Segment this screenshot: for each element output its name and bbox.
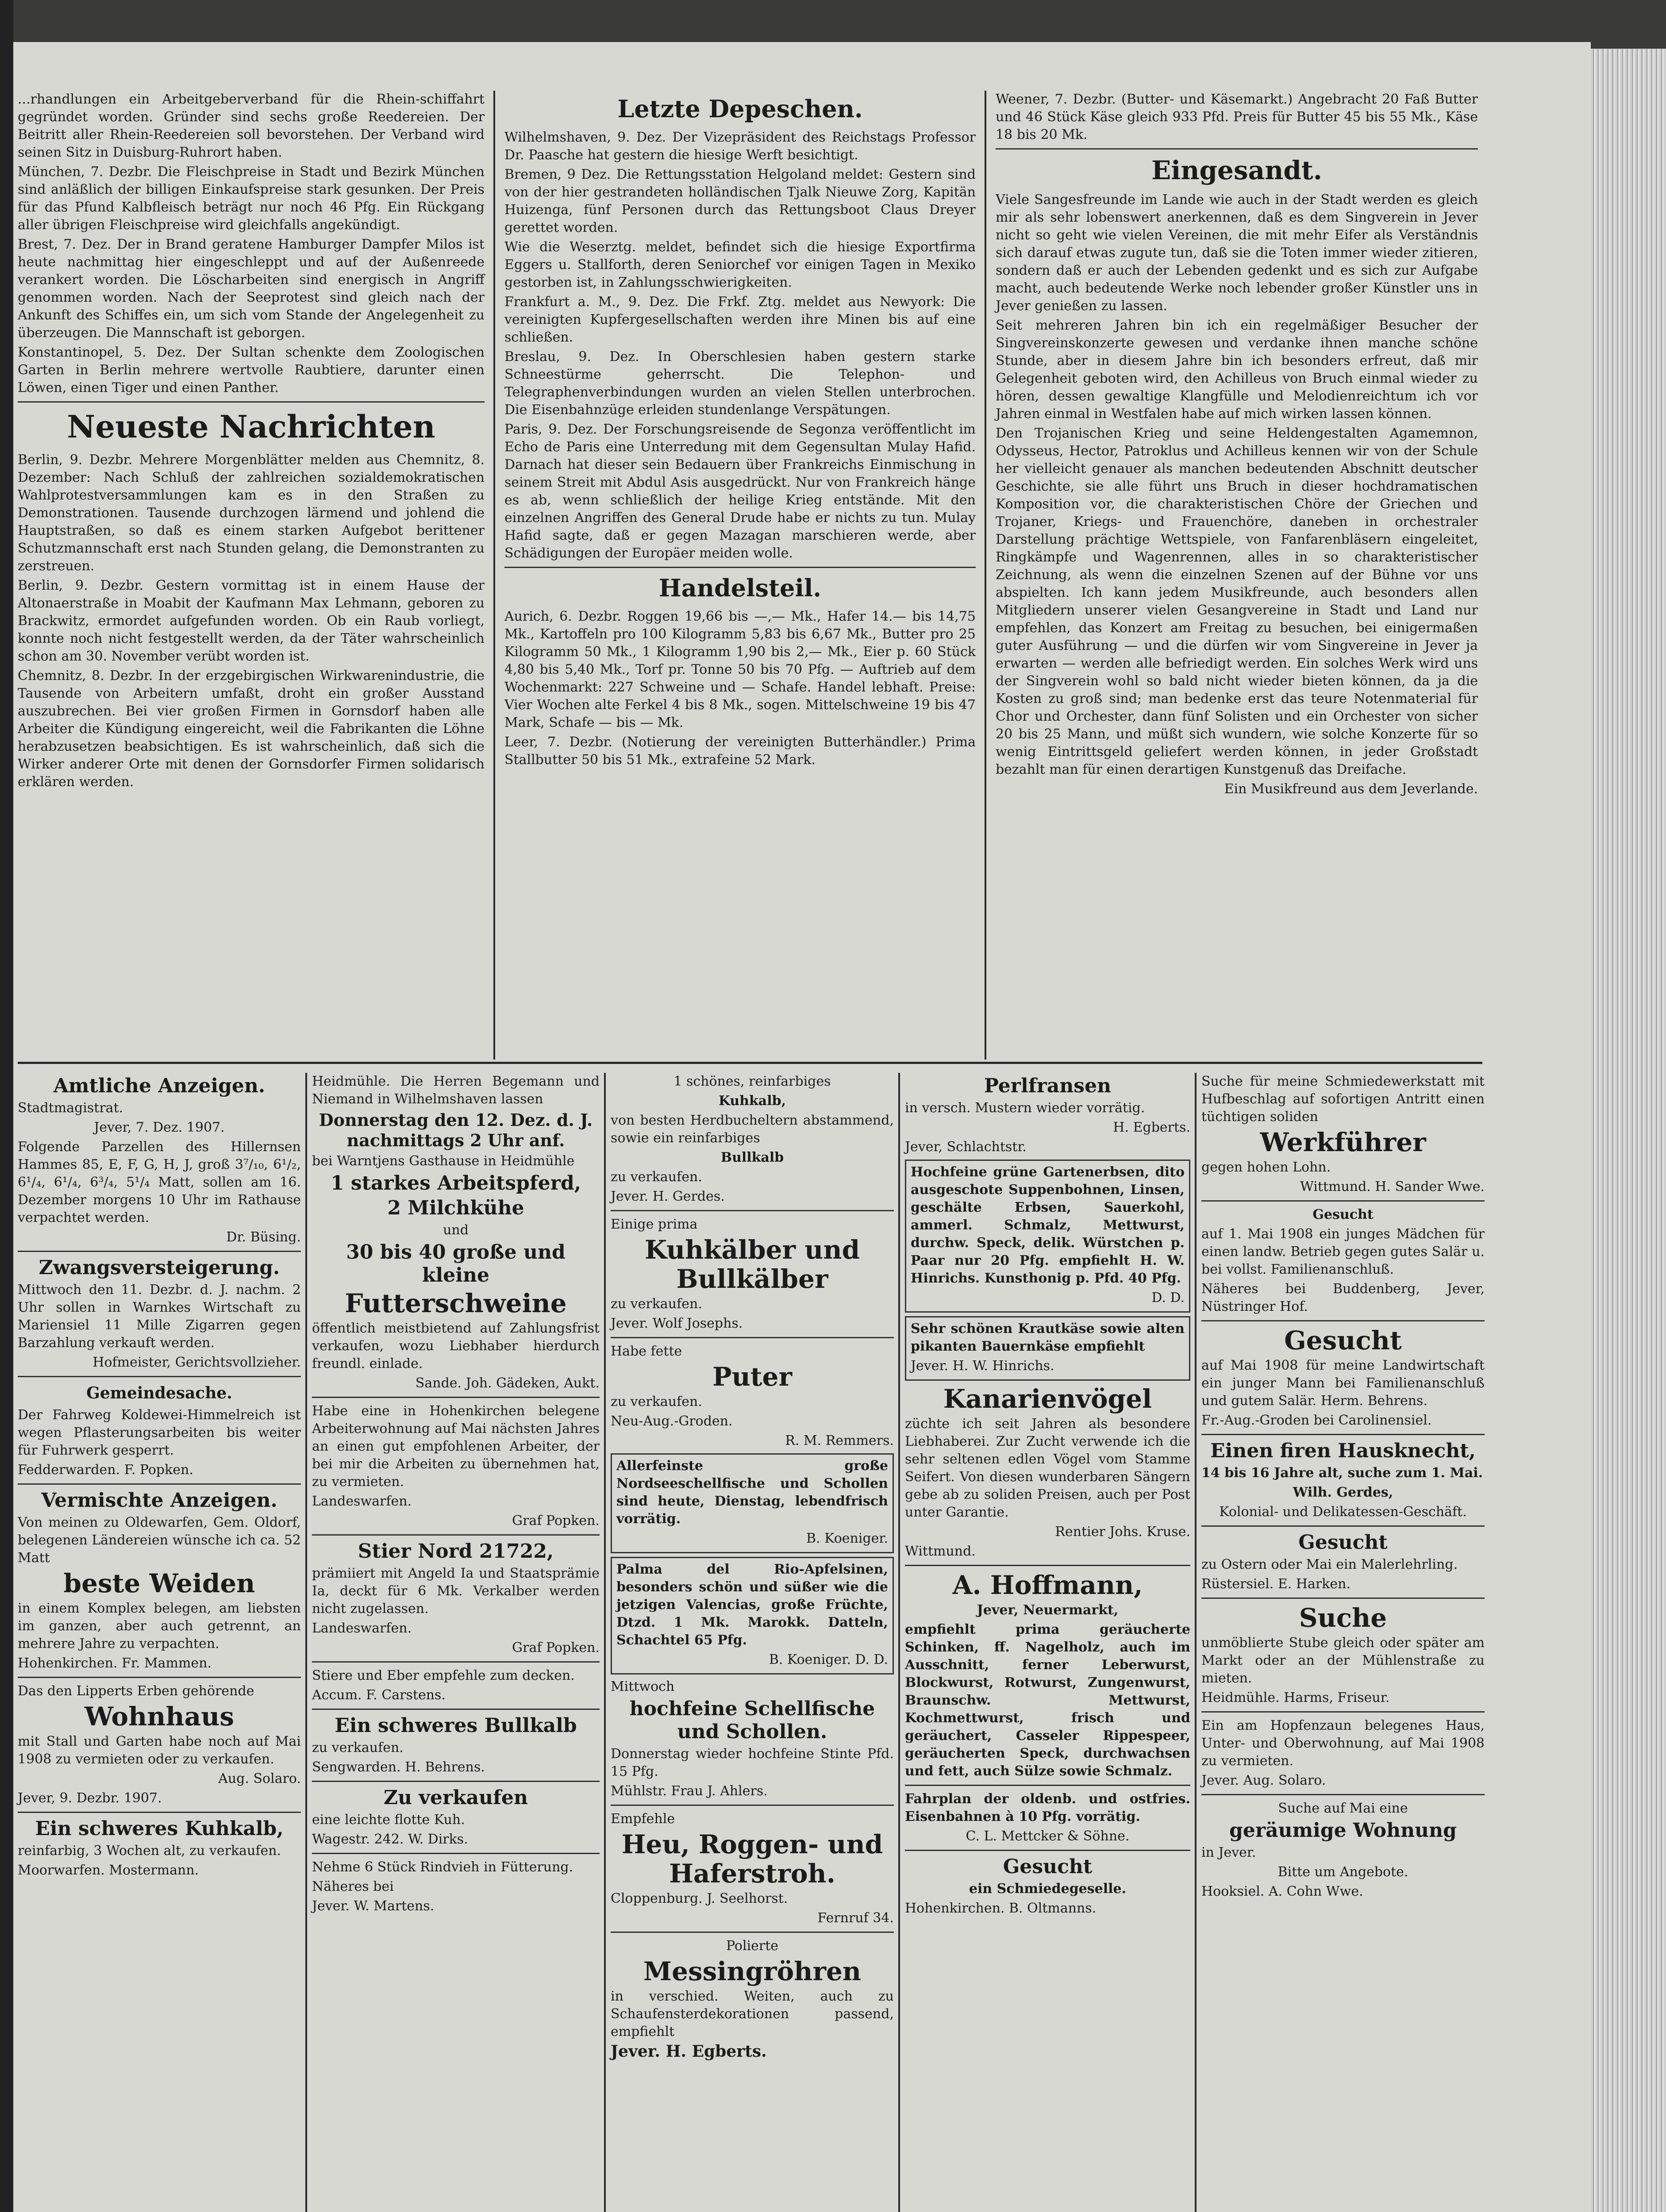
ad-signature: C. L. Mettcker & Söhne.: [966, 1828, 1130, 1844]
ad-place: Landeswarfen.: [312, 1621, 412, 1636]
divider: [18, 1483, 301, 1485]
article: ...rhandlungen ein Arbeitgeberverband für die Rhein-schiffahrt gegründet worden. Gründer sind sechs große Reedereien. Der Beitritt aller Rhein-Reedereien soll bevorstehen. Der Verband wird seinen Sitz in Duisburg-Ruhrort haben.: [18, 92, 485, 160]
ad-headline: Puter: [712, 1362, 793, 1392]
ad-text: in versch. Mustern wieder vorrätig.: [905, 1100, 1145, 1116]
divider: [1201, 1434, 1485, 1435]
ad-signature: Dr. Büsing.: [226, 1229, 301, 1245]
ad-signature: Fedderwarden. F. Popken.: [18, 1462, 193, 1478]
ad-text: züchte ich seit Jahren als besondere Liebhaberei. Zur Zucht verwende ich die sehr seltenen edlen Vögel vom Stamme Seifert. Von diesen wunderbaren Sängern gebe ab zu soliden Preisen, auch per Post unter Garantie.: [905, 1416, 1190, 1520]
column-rule: [985, 91, 986, 1060]
ad-text: Folgende Parzellen des Hillernsen Hammes 85, E, F, G, H, J, groß 3⁷/₁₀, 6¹/₂, 6¹/₄, 6¹/₄, 6³/₄, 5¹/₄ Matt, sollen am 16. Dezember morgens 10 Uhr im Rathause verpachtet werden.: [18, 1139, 301, 1225]
ad-text: Polierte: [726, 1938, 779, 1954]
ad-text: in Jever.: [1201, 1845, 1256, 1860]
ad-signature: Jever. H. Egberts.: [611, 2042, 767, 2061]
ad-signature: Sande. Joh. Gädeken, Aukt.: [415, 1375, 600, 1391]
divider: [611, 1932, 894, 1933]
divider: [18, 1376, 301, 1377]
divider: [611, 1805, 894, 1806]
ads-column-3: [611, 1073, 894, 2062]
newspaper-page: [13, 42, 1591, 2212]
ad-headline: Gesucht: [1312, 1207, 1374, 1222]
ad-headline: Suche: [1299, 1603, 1387, 1633]
ad-place: Landeswarfen.: [312, 1494, 412, 1509]
ad-signature: Jever. H. W. Hinrichs.: [911, 1358, 1054, 1374]
divider: [18, 401, 485, 403]
ad-signature: Jever. Wolf Josephs.: [611, 1316, 743, 1331]
ad-text: Ein am Hopfenzaun belegenes Haus, Unter- und Oberwohnung, auf Mai 1908 zu vermieten.: [1201, 1718, 1485, 1769]
divider: [611, 1210, 894, 1211]
ad-signature: D. D.: [1151, 1290, 1185, 1306]
ad-text: Stiere und Eber empfehle zum decken.: [312, 1668, 575, 1683]
divider: [1201, 1525, 1485, 1527]
signature: Ein Musikfreund aus dem Jeverlande.: [1224, 781, 1478, 797]
ad-headline: A. Hoffmann,: [952, 1570, 1143, 1600]
ad-headline: Einen firen Hausknecht,: [1210, 1440, 1476, 1462]
ad-text: Suche auf Mai eine: [1278, 1801, 1408, 1816]
column-rule: [305, 1073, 307, 2212]
section-heading: Neueste Nachrichten: [67, 408, 435, 445]
ad-text: öffentlich meistbietend auf Zahlungsfrist verkaufen, wozu Liebhaber hierdurch freundl. einlade.: [312, 1321, 600, 1371]
ad-text: prämiiert mit Angeld Ia und Staatsprämie Ia, deckt für 6 Mk. Verkalber werden nicht zugelassen.: [312, 1566, 600, 1617]
ad-signature: Accum. F. Carstens.: [312, 1687, 446, 1703]
ad-headline: Messingröhren: [643, 1956, 862, 1986]
ad-signature: Fr.-Aug.-Groden bei Carolinensiel.: [1201, 1413, 1432, 1428]
ad-headline: Gesucht: [1298, 1531, 1388, 1554]
divider: [1201, 1320, 1485, 1321]
ad-signature: B. Koeniger. D. D.: [769, 1652, 888, 1667]
article: Brest, 7. Dez. Der in Brand geratene Hamburger Dampfer Milos ist heute nachmittag hier eingeschleppt und auf der Außenreede verankert worden. Die Löscharbeiten sind energisch in Angriff genommen worden. Nach der Seeprotest sind gleich nach der Ankunft des Schiffes ein, um sich vom Stande der Angelegenheit zu überzeugen. Die Mannschaft ist geborgen.: [18, 237, 485, 341]
ad-signature: Jever. W. Martens.: [312, 1898, 435, 1914]
ad-headline: Stier Nord 21722,: [358, 1540, 554, 1563]
divider: [312, 1661, 600, 1663]
ad-box: [611, 1453, 894, 1553]
ad-text: von besten Herdbucheltern abstammend, sowie ein reinfarbiges: [611, 1113, 894, 1146]
article: Konstantinopel, 5. Dez. Der Sultan schenkte dem Zoologischen Garten in Berlin mehrere wertvolle Raubtiere, darunter einen Löwen, einen Tiger und einen Panther.: [18, 345, 485, 396]
ad-text: in verschied. Weiten, auch zu Schaufensterdekorationen passend, empfiehlt: [611, 1989, 894, 2039]
ad-text: zu verkaufen.: [611, 1169, 702, 1185]
ad-text: mit Stall und Garten habe noch auf Mai 1908 zu vermieten oder zu verkaufen.: [18, 1734, 301, 1767]
divider: [996, 148, 1478, 150]
article: Frankfurt a. M., 9. Dez. Die Frkf. Ztg. meldet aus Newyork: Die vereinigten Kupfergesellschaften werden ihre Minen bis auf eine schließen.: [504, 294, 976, 345]
ad-signature: Aug. Solaro.: [218, 1771, 301, 1786]
divider: [18, 1251, 301, 1252]
article: Breslau, 9. Dez. In Oberschlesien haben gestern starke Schneestürme geherrscht. Die Telephon- und Telegraphenverbindungen wurden an vielen Stellen unterbrochen. Die Eisenbahnzüge erleiden stundenlange Verspätungen.: [504, 349, 976, 418]
ad-text: eine leichte flotte Kuh.: [312, 1812, 465, 1828]
article: Wilhelmshaven, 9. Dez. Der Vizepräsident des Reichstags Professor Dr. Paasche hat gestern die hiesige Werft besichtigt.: [504, 130, 976, 163]
ad-text: Palma del Rio-Apfelsinen, besonders schön und süßer wie die jetzigen Valencias, große Früchte, Dtzd. 1 Mk. Marokk. Datteln, Schachtel 65 Pfg.: [616, 1562, 888, 1648]
ad-text: Einige prima: [611, 1217, 698, 1232]
divider: [905, 1850, 1190, 1851]
ad-text: ein Schmiedegeselle.: [969, 1881, 1127, 1897]
ad-text: Näheres bei: [312, 1879, 394, 1894]
ad-headline: 30 bis 40 große und kleine: [346, 1241, 566, 1286]
ad-box: [905, 1160, 1190, 1313]
book-spine: [0, 0, 13, 2212]
ad-text: Stadtmagistrat.: [18, 1100, 123, 1116]
ad-text: Mittwoch den 11. Dezbr. d. J. nachm. 2 Uhr sollen in Warnkes Wirtschaft zu Mariensiel 11 Mille Zigarren gegen Barzahlung verkauft werden.: [18, 1282, 301, 1351]
divider: [1201, 1598, 1485, 1599]
ad-text: Donnerstag wieder hochfeine Stinte Pfd. 15 Pfg.: [611, 1746, 894, 1779]
ad-signature: B. Koeniger.: [806, 1531, 888, 1546]
ad-text: zu verkaufen.: [312, 1740, 404, 1755]
divider: [312, 1781, 600, 1782]
ad-box: [611, 1557, 894, 1674]
article: Leer, 7. Dezbr. (Notierung der vereinigten Butterhändler.) Prima Stallbutter 50 bis 51 Mk., extrafeine 52 Mark.: [504, 734, 976, 768]
ad-headline: Wohnhaus: [84, 1701, 234, 1732]
ad-text: auf 1. Mai 1908 ein junges Mädchen für einen landw. Betrieb gegen gutes Salär u. bei vollst. Familienanschluß.: [1201, 1226, 1485, 1277]
ad-text: Fahrplan der oldenb. und ostfries. Eisenbahnen à 10 Pfg. vorrätig.: [905, 1791, 1190, 1824]
ad-headline: Bullkalb: [720, 1150, 784, 1165]
ad-text: Nehme 6 Stück Rindvieh in Fütterung.: [312, 1859, 573, 1875]
column-rule: [898, 1073, 900, 2212]
ad-place: Jever, Schlachtstr.: [905, 1139, 1027, 1155]
ad-text: zu verkaufen.: [611, 1296, 702, 1312]
ad-signature: Heidmühle. Harms, Friseur.: [1201, 1690, 1390, 1705]
ad-signature: Hofmeister, Gerichtsvollzieher.: [92, 1355, 301, 1370]
ad-text: Mittwoch: [611, 1679, 675, 1694]
ads-column-4: [905, 1073, 1190, 1919]
ad-signature: Graf Popken.: [512, 1513, 600, 1528]
ad-text: auf Mai 1908 für meine Landwirtschaft ein junger Mann bei Familienanschluß und gutem Salär. Herm. Behrens.: [1201, 1358, 1485, 1409]
ads-column-5: [1201, 1073, 1485, 1902]
ad-headline: 2 Milchkühe: [387, 1197, 524, 1219]
ad-text: Empfehle: [611, 1811, 675, 1827]
ad-signature: Wilh. Gerdes,: [1293, 1485, 1393, 1500]
divider: [611, 1337, 894, 1338]
ad-headline: Zu verkaufen: [383, 1786, 528, 1809]
ad-date: Donnerstag den 12. Dez. d. J. nachmittags 2 Uhr anf.: [319, 1110, 593, 1150]
divider: [504, 567, 976, 568]
ad-headline: Gesucht: [1284, 1325, 1402, 1356]
ad-headline: 1 starkes Arbeitspferd,: [330, 1172, 581, 1194]
section-heading: Eingesandt.: [1151, 155, 1322, 185]
article: Chemnitz, 8. Dezbr. In der erzgebirgischen Wirkwarenindustrie, die Tausende von Arbeitern umfaßt, droht ein großer Ausstand auszubrechen. Bei vier großen Firmen in Gornsdorf haben alle Arbeiter die Kündigung eingereicht, weil die Fabrikanten die Löhne herabzusetzen beabsichtigen. Es ist wahrscheinlich, daß sich die Wirker anderer Orte mit denen der Gornsdorfer Firmen solidarisch erklären werden.: [18, 668, 485, 790]
ad-heading: Gemeindesache.: [86, 1384, 232, 1402]
ad-text: 1 schönes, reinfarbiges: [673, 1074, 831, 1089]
ad-headline: geräumige Wohnung: [1229, 1819, 1457, 1842]
ads-column-2: [312, 1073, 600, 1917]
ad-text: und: [443, 1222, 469, 1238]
ad-signature: Jever. H. Gerdes.: [611, 1189, 725, 1204]
ad-headline: Ein schweres Bullkalb: [335, 1714, 577, 1737]
divider: [312, 1709, 600, 1710]
ad-text: Näheres bei Buddenberg, Jever, Nüstringer Hof.: [1201, 1281, 1485, 1314]
column-rule: [493, 91, 495, 1060]
ad-headline: Kanarienvögel: [943, 1384, 1152, 1414]
divider: [18, 1677, 301, 1678]
ad-text: Hochfeine grüne Gartenerbsen, dito ausgeschote Suppenbohnen, Linsen, geschälte Erbsen, Sauerkohl, ammerl. Schmalz, Mettwurst, durchw. Speck, delik. Würstchen p. Paar nur 20 Pfg. empfiehlt H. W. Hinrichs. Kunsthonig p. Pfd. 40 Pfg.: [911, 1164, 1185, 1286]
ad-headline: Heu, Roggen- und Haferstroh.: [621, 1829, 883, 1889]
ad-text: Bitte um Angebote.: [1277, 1864, 1408, 1880]
ad-text: unmöblierte Stube gleich oder später am Markt oder an der Mühlenstraße zu mieten.: [1201, 1635, 1485, 1686]
divider: [1201, 1200, 1485, 1202]
ad-signature: Mühlstr. Frau J. Ahlers.: [611, 1783, 768, 1799]
ad-text: zu verkaufen.: [611, 1394, 702, 1409]
article: Seit mehreren Jahren bin ich ein regelmäßiger Besucher der Singvereinskonzerte gewesen und verdanke ihnen manche schöne Stunde, aber in diesem Jahre bin ich besonders erfreut, daß mir Gelegenheit geboten wird, den Achilleus von Bruch einmal wieder zu hören, dessen gewaltige Klangfülle und Melodienreichtum ich vor Jahren einmal in Westfalen habe auf mich wirken lassen können.: [996, 318, 1478, 422]
article: Bremen, 9 Dez. Die Rettungsstation Helgoland meldet: Gestern sind von der hier gestrandeten holländischen Tjalk Nieuwe Zorg, Kapitän Huizenga, fünf Personen durch das Rettungsboot Claus Dreyer gerettet worden.: [504, 167, 976, 235]
ad-text: Sehr schönen Krautkäse sowie alten pikanten Bauernkäse empfiehlt: [911, 1321, 1185, 1354]
ad-signature: Wittmund. H. Sander Wwe.: [1300, 1179, 1485, 1194]
ad-text: Allerfeinste große Nordseeschellfische und Schollen sind heute, Dienstag, lebendfrisch vorrätig.: [616, 1458, 888, 1527]
ad-headline: Ein schweres Kuhkalb,: [35, 1817, 284, 1840]
page-edges: [1591, 49, 1666, 2212]
ad-text: empfiehlt prima geräucherte Schinken, ff. Nagelholz, auch im Ausschnitt, ferner Leberwurst, Blockwurst, Rotwurst, Zungenwurst, Braunschw. Mettwurst, Kochmettwurst, frisch und geräuchert, Casseler Rippespeer, geräucherten Speck, durchwachsen und fett, auch Sülze sowie Schmalz.: [905, 1622, 1190, 1779]
ad-heading: Vermischte Anzeigen.: [41, 1489, 277, 1512]
ad-text: Das den Lipperts Erben gehörende: [18, 1683, 254, 1699]
ad-text: Jever, Neuermarkt,: [977, 1602, 1119, 1618]
ad-date: Jever, 9. Dezbr. 1907.: [18, 1790, 162, 1806]
section-rule: [18, 1062, 1482, 1064]
divider: [312, 1397, 600, 1398]
column-news: [18, 91, 485, 793]
divider: [18, 1812, 301, 1813]
column-rule: [604, 1073, 606, 2212]
ad-text: Heidmühle. Die Herren Begemann und Niemand in Wilhelmshaven lassen: [312, 1074, 600, 1107]
article: München, 7. Dezbr. Die Fleischpreise in Stadt und Bezirk München sind anläßlich der billigen Einkaufspreise stark gesunken. Der Preis für das Pfund Kalbfleisch beträgt nur noch 46 Pfg. Ein Rückgang aller übrigen Fleischpreise wird gleichfalls angekündigt.: [18, 164, 485, 233]
ad-heading: Amtliche Anzeigen.: [53, 1075, 265, 1097]
ad-signature: Graf Popken.: [512, 1640, 600, 1655]
divider: [905, 1785, 1190, 1786]
ad-text: 14 bis 16 Jahre alt, suche zum 1. Mai.: [1201, 1465, 1483, 1481]
ads-column-1: [18, 1073, 301, 1881]
ad-signature: Hohenkirchen. Fr. Mammen.: [18, 1655, 212, 1671]
ad-signature: R. M. Remmers.: [785, 1433, 894, 1448]
ad-text: Habe eine in Hohenkirchen belegene Arbeiterwohnung auf Mai nächsten Jahres an einen gut empfohlenen Arbeiter, der bei mir die Arbeiten zu übernehmen hat, zu vermieten.: [312, 1403, 600, 1490]
ad-headline: beste Weiden: [63, 1568, 255, 1598]
ad-text: zu Ostern oder Mai ein Malerlehrling.: [1201, 1557, 1458, 1572]
ad-headline: Gesucht: [1003, 1855, 1093, 1878]
ad-date: Jever, 7. Dez. 1907.: [94, 1120, 225, 1135]
divider: [905, 1565, 1190, 1566]
article: Aurich, 6. Dezbr. Roggen 19,66 bis —,— Mk., Hafer 14.— bis 14,75 Mk., Kartoffeln pro 100 Kilogramm 5,83 bis 6,67 Mk., Butter pro 25 Kilogramm 50 Mk., 1 Kilogramm 1,90 bis 2,— Mk., Eier p. 60 Stück 4,80 bis 5,40 Mk., Torf pr. Tonne 50 bis 70 Pfg. — Auftrieb auf dem Wochenmarkt: 227 Schweine und — Schafe. Handel lebhaft. Preise: Vier Wochen alte Ferkel 4 bis 8 Mk., sogen. Mittelschweine 19 bis 47 Mark, Schafe — bis — Mk.: [504, 609, 976, 730]
column-dispatches: [504, 91, 976, 771]
section-heading: Handelsteil.: [658, 574, 822, 602]
ad-headline: Kuhkalb,: [718, 1093, 786, 1109]
ad-text: reinfarbig, 3 Wochen alt, zu verkaufen.: [18, 1843, 281, 1859]
ad-text: Der Fahrweg Koldewei-Himmelreich ist wegen Pflasterungsarbeiten bis weiter für Fuhrwerk gesperrt.: [18, 1407, 301, 1458]
column-letters: [996, 91, 1478, 800]
divider: [312, 1534, 600, 1536]
article: Viele Sangesfreunde im Lande wie auch in der Stadt werden es gleich mir als sehr lobenswert anerkennen, daß es dem Singverein in Jever nicht so geht wie vielen Vereinen, die mit mehr Eifer als Verständnis sich darauf etwas zugute tun, daß sie die Toten immer wieder zitieren, sondern daß er auch der Lebenden gedenkt und es sich zur Aufgabe macht, auch bedeutende Werke noch lebender großer Künstler uns in Jever genießen zu lassen.: [996, 192, 1478, 314]
article: Paris, 9. Dez. Der Forschungsreisende de Segonza veröffentlicht im Echo de Paris eine Unterredung mit dem Gegensultan Mulay Hafid. Darnach hat dieser sein Bedauern über Frankreichs Einmischung in seinem Streit mit Abdul Asis ausgedrückt. Nur von Frankreich hänge es ab, wenn schließlich der heilige Krieg entstände. Mit den einzelnen Angriffen des General Drude habe er nichts zu tun. Mulay Hafid sagte, daß er gegen Mazagan marschieren werde, aber Schädigungen der Europäer meiden wolle.: [504, 422, 976, 561]
article: Wie die Weserztg. meldet, befindet sich die hiesige Exportfirma Eggers u. Stallforth, deren Seniorchef vor einigen Tagen in Mexiko gestorben ist, in Zahlungsschwierigkeiten.: [504, 239, 976, 290]
ad-signature: Hohenkirchen. B. Oltmanns.: [905, 1901, 1097, 1916]
section-heading: Letzte Depeschen.: [617, 95, 863, 123]
ad-box: [905, 1316, 1190, 1381]
divider: [1201, 1711, 1485, 1713]
ad-headline: Kuhkälber und Bullkälber: [644, 1235, 860, 1294]
article: Den Trojanischen Krieg und seine Heldengestalten Agamemnon, Odysseus, Hector, Patroklus und Achilleus kennen wir von der Schule her vielleicht genauer als manchen bedeutenden Abschnitt deutscher Geschichte, sie alle führt uns Bruch in dieser hochdramatischen Komposition vor, die charakteristischen Chöre der Griechen und Trojaner, Kriegs- und Frauenchöre, daneben in orchestraler Darstellung prächtige Wettspiele, von Fanfarenbläsern eingeleitet, Ringkämpfe und Wagenrennen, alles in so charakteristischer Zeichnung, als wenn die einzelnen Szenen auf der Bühne vor uns abspielten. Ich kann jedem Musikfreunde, auch besonders allen Mitgliedern unserer vielen Gesangvereine in Stadt und Land nur empfehlen, das Konzert am Freitag zu besuchen, bei einigermaßen guter Ausführung — und die dürfen wir vom Singvereine in Jever ja erwarten — werden alle befriedigt werden. Ein solches Werk wird uns der Singverein wohl so bald nicht wieder bieten können, da ja die Kosten zu groß sind; man bedenke erst das teure Notenmaterial für Chor und Orchester, dann fünf Solisten und ein Orchester von sicher 20 bis 25 Mann, und müßt sich wundern, wie solche Konzerte für so wenig Eintrittsgeld geliefert werden können, in jeder Großstadt bezahlt man für einen derartigen Kunstgenuß das Dreifache.: [996, 426, 1478, 777]
ad-headline: Perlfransen: [984, 1075, 1112, 1097]
ad-text: gegen hohen Lohn.: [1201, 1160, 1331, 1175]
column-rule: [1195, 1073, 1197, 2212]
article: Berlin, 9. Dezbr. Mehrere Morgenblätter melden aus Chemnitz, 8. Dezember: Nach Schluß der zahlreichen sozialdemokratischen Wahlprotestversammlungen kam es in den Straßen zu Demonstrationen. Tausende durchzogen lärmend und johlend die Hauptstraßen, so daß es einem starken Aufgebot berittener Schutzmannschaft erst nach Stunden gelang, die Demonstranten zu zerstreuen.: [18, 452, 485, 574]
ad-signature: Jever. Aug. Solaro.: [1201, 1773, 1326, 1788]
divider: [1201, 1794, 1485, 1795]
ad-headline: Futterschweine: [345, 1288, 567, 1318]
ad-text: Kolonial- und Delikatessen-Geschäft.: [1219, 1504, 1467, 1520]
ad-signature: Cloppenburg. J. Seelhorst.: [611, 1891, 788, 1906]
ad-text: Von meinen zu Oldewarfen, Gem. Oldorf, belegenen Ländereien wünsche ich ca. 52 Matt: [18, 1515, 301, 1566]
ad-headline: Werkführer: [1260, 1127, 1426, 1157]
ad-text: bei Warntjens Gasthause in Heidmühle: [312, 1153, 575, 1169]
article: Berlin, 9. Dezbr. Gestern vormittag ist in einem Hause der Altonaerstraße in Moabit der Kaufmann Max Lehmann, geboren zu Brackwitz, ermordet aufgefunden worden. Ob ein Raub vorliegt, konnte noch nicht festgestellt werden, da der Täter wahrscheinlich schon am 30. November verübt worden ist.: [18, 578, 485, 664]
ad-signature: Rentier Johs. Kruse.: [1055, 1524, 1190, 1540]
ad-place: Wittmund.: [905, 1544, 976, 1559]
ad-signature: Sengwarden. H. Behrens.: [312, 1759, 485, 1775]
ad-signature: Rüstersiel. E. Harken.: [1201, 1576, 1351, 1592]
ad-heading: Zwangsversteigerung.: [38, 1256, 280, 1279]
ad-headline: hochfeine Schellfische und Schollen.: [629, 1697, 875, 1743]
ad-signature: Hooksiel. A. Cohn Wwe.: [1201, 1884, 1363, 1899]
article: Weener, 7. Dezbr. (Butter- und Käsemarkt.) Angebracht 20 Faß Butter und 46 Stück Käse gleich 933 Pfd. Preis für Butter 45 bis 55 Mk., Käse 18 bis 20 Mk.: [996, 92, 1478, 142]
ad-text: Habe fette: [611, 1344, 682, 1359]
ad-text: in einem Komplex belegen, am liebsten im ganzen, aber auch getrennt, an mehrere Jahre zu verpachten.: [18, 1601, 301, 1651]
divider: [312, 1853, 600, 1854]
ad-text: Fernruf 34.: [817, 1910, 894, 1926]
ad-signature: H. Egberts.: [1113, 1120, 1190, 1135]
ad-place: Neu-Aug.-Groden.: [611, 1413, 733, 1429]
ad-signature: Moorwarfen. Mostermann.: [18, 1863, 199, 1878]
ad-signature: Wagestr. 242. W. Dirks.: [312, 1832, 468, 1847]
ad-text: Suche für meine Schmiedewerkstatt mit Hufbeschlag auf sofortigen Antritt einen tüchtigen soliden: [1201, 1074, 1485, 1125]
